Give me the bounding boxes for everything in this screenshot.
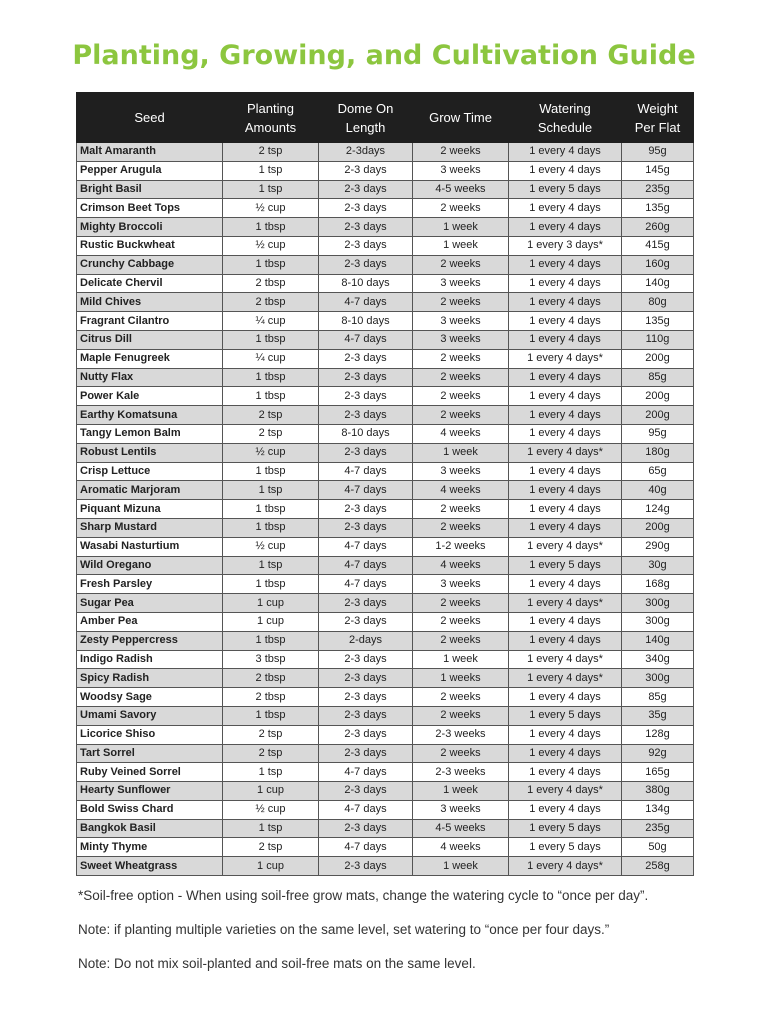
planting-amount-cell: 1 tbsp [223,368,319,387]
table-row [77,500,694,519]
grow-time-cell: 1 weeks [413,669,509,688]
weight-cell: 134g [622,800,694,819]
seed-cell: Sharp Mustard [77,518,223,537]
grow-time-cell: 2 weeks [413,255,509,274]
dome-length-cell: 4-7 days [319,763,413,782]
note-text: Note: if planting multiple varieties on the same level, set watering to “once per four days.” [78,922,610,937]
dome-length-cell: 2-3 days [319,744,413,763]
table-row [77,612,694,631]
weight-cell: 140g [622,274,694,293]
table-row [77,293,694,312]
table-row [77,349,694,368]
table-row [77,236,694,255]
seed-cell: Power Kale [77,387,223,406]
table-row [77,462,694,481]
grow-time-cell: 1 week [413,857,509,876]
planting-amount-cell: 2 tsp [223,744,319,763]
grow-time-cell: 4-5 weeks [413,819,509,838]
header-label: Watering [539,100,591,116]
dome-length-cell: 4-7 days [319,838,413,857]
table-row [77,744,694,763]
weight-cell: 235g [622,180,694,199]
seed-cell: Zesty Peppercress [77,631,223,650]
dome-length-cell: 2-3 days [319,725,413,744]
grow-time-cell: 2 weeks [413,612,509,631]
seed-cell: Fragrant Cilantro [77,312,223,331]
soil-free-footnote: *Soil-free option - When using soil-free grow mats, change the watering cycle to “once per day”. [78,888,649,903]
watering-cell: 1 every 4 days [509,575,622,594]
seed-cell: Delicate Chervil [77,274,223,293]
grow-time-cell: 4 weeks [413,424,509,443]
dome-length-cell: 2-3 days [319,819,413,838]
watering-cell: 1 every 4 days [509,406,622,425]
dome-length-cell: 2-3 days [319,387,413,406]
planting-amount-cell: 2 tsp [223,143,319,162]
planting-amount-cell: 1 cup [223,857,319,876]
weight-cell: 165g [622,763,694,782]
dome-length-cell: 4-7 days [319,462,413,481]
planting-amount-cell: 1 tsp [223,763,319,782]
page-title: Planting, Growing, and Cultivation Guide [72,40,696,71]
weight-cell: 415g [622,236,694,255]
dome-length-cell: 4-7 days [319,800,413,819]
weight-cell: 300g [622,612,694,631]
header-label: Length [345,119,386,135]
seed-cell: Tart Sorrel [77,744,223,763]
weight-cell: 140g [622,631,694,650]
dome-length-cell: 2-3 days [319,349,413,368]
planting-amount-cell: 2 tsp [223,725,319,744]
grow-time-cell: 2 weeks [413,406,509,425]
header-label: Schedule [537,119,593,135]
watering-cell: 1 every 3 days* [509,236,622,255]
weight-cell: 340g [622,650,694,669]
planting-amount-cell: ½ cup [223,537,319,556]
grow-time-cell: 2 weeks [413,631,509,650]
planting-amount-cell: 2 tbsp [223,669,319,688]
grow-time-cell: 3 weeks [413,274,509,293]
planting-amount-cell: 1 cup [223,612,319,631]
planting-amount-cell: 1 tsp [223,161,319,180]
weight-cell: 168g [622,575,694,594]
table-row [77,669,694,688]
table-row [77,406,694,425]
grow-time-cell: 2 weeks [413,143,509,162]
weight-cell: 65g [622,462,694,481]
grow-time-cell: 3 weeks [413,312,509,331]
watering-schedule-header [509,93,622,143]
dome-length-cell: 2-3 days [319,406,413,425]
weight-cell: 135g [622,312,694,331]
grow-time-cell: 3 weeks [413,161,509,180]
seed-cell: Robust Lentils [77,443,223,462]
planting-amount-cell: 1 cup [223,594,319,613]
weight-cell: 200g [622,349,694,368]
seed-cell: Citrus Dill [77,330,223,349]
planting-amount-cell: 2 tbsp [223,274,319,293]
weight-cell: 85g [622,688,694,707]
grow-time-cell: 2 weeks [413,500,509,519]
planting-amount-cell: 2 tsp [223,406,319,425]
table-row [77,218,694,237]
dome-length-cell: 8-10 days [319,274,413,293]
table-row [77,199,694,218]
table-row [77,255,694,274]
dome-length-cell: 2-3 days [319,161,413,180]
seed-cell: Fresh Parsley [77,575,223,594]
grow-time-cell: 4 weeks [413,838,509,857]
planting-amount-cell: ½ cup [223,800,319,819]
watering-cell: 1 every 4 days* [509,669,622,688]
planting-amount-cell: 1 tsp [223,481,319,500]
seed-cell: Rustic Buckwheat [77,236,223,255]
seed-cell: Pepper Arugula [77,161,223,180]
dome-on-length-header [319,93,413,143]
planting-amount-cell: ½ cup [223,199,319,218]
table-row [77,274,694,293]
table-row [77,706,694,725]
dome-length-cell: 2-3 days [319,782,413,801]
watering-cell: 1 every 4 days* [509,650,622,669]
watering-cell: 1 every 5 days [509,838,622,857]
watering-cell: 1 every 5 days [509,556,622,575]
watering-cell: 1 every 4 days [509,312,622,331]
planting-amount-cell: 1 tbsp [223,330,319,349]
dome-length-cell: 2-3 days [319,857,413,876]
table-row [77,650,694,669]
header-label: Per Flat [634,119,681,135]
table-header-row [77,93,694,143]
table-row [77,725,694,744]
header-label: Grow Time [429,110,492,125]
planting-amount-cell: 1 tsp [223,819,319,838]
weight-cell: 200g [622,406,694,425]
planting-amount-cell: 1 tbsp [223,500,319,519]
watering-cell: 1 every 4 days [509,161,622,180]
weight-cell: 180g [622,443,694,462]
planting-amount-cell: 2 tsp [223,424,319,443]
table-row [77,481,694,500]
seed-cell: Spicy Radish [77,669,223,688]
watering-cell: 1 every 4 days* [509,782,622,801]
seed-cell: Earthy Komatsuna [77,406,223,425]
weight-cell: 235g [622,819,694,838]
dome-length-cell: 2-3 days [319,443,413,462]
seed-cell: Piquant Mizuna [77,500,223,519]
grow-time-header [413,93,509,143]
grow-time-cell: 3 weeks [413,575,509,594]
planting-amount-cell: ½ cup [223,236,319,255]
table-row [77,368,694,387]
table-row [77,161,694,180]
seed-cell: Aromatic Marjoram [77,481,223,500]
table-row [77,688,694,707]
weight-cell: 200g [622,387,694,406]
grow-time-cell: 2-3 weeks [413,763,509,782]
table-row [77,387,694,406]
seed-cell: Wild Oregano [77,556,223,575]
seed-cell: Mighty Broccoli [77,218,223,237]
watering-cell: 1 every 4 days [509,631,622,650]
watering-cell: 1 every 4 days [509,612,622,631]
weight-cell: 85g [622,368,694,387]
dome-length-cell: 4-7 days [319,556,413,575]
planting-amount-cell: 1 tbsp [223,631,319,650]
grow-time-cell: 4-5 weeks [413,180,509,199]
dome-length-cell: 2-3 days [319,594,413,613]
planting-amount-cell: 1 tbsp [223,218,319,237]
seed-cell: Crunchy Cabbage [77,255,223,274]
watering-cell: 1 every 4 days* [509,857,622,876]
planting-amount-cell: 1 tbsp [223,575,319,594]
watering-cell: 1 every 5 days [509,706,622,725]
weight-cell: 30g [622,556,694,575]
table-row [77,838,694,857]
header-label: Weight [637,100,678,116]
planting-amount-cell: ½ cup [223,443,319,462]
planting-amount-cell: 2 tsp [223,838,319,857]
grow-time-cell: 2 weeks [413,706,509,725]
grow-time-cell: 4 weeks [413,481,509,500]
table-body [77,143,694,876]
grow-time-cell: 1 week [413,218,509,237]
planting-amount-cell: 1 tbsp [223,255,319,274]
weight-cell: 300g [622,594,694,613]
dome-length-cell: 2-3 days [319,706,413,725]
watering-cell: 1 every 5 days [509,180,622,199]
seed-cell: Sweet Wheatgrass [77,857,223,876]
watering-cell: 1 every 4 days [509,199,622,218]
dome-length-cell: 4-7 days [319,293,413,312]
cultivation-table [76,92,694,876]
seed-cell: Tangy Lemon Balm [77,424,223,443]
watering-cell: 1 every 4 days [509,424,622,443]
seed-cell: Woodsy Sage [77,688,223,707]
weight-cell: 290g [622,537,694,556]
table-row [77,857,694,876]
dome-length-cell: 2-3 days [319,500,413,519]
grow-time-cell: 2 weeks [413,744,509,763]
watering-cell: 1 every 4 days [509,218,622,237]
grow-time-cell: 1 week [413,782,509,801]
grow-time-cell: 2 weeks [413,368,509,387]
table-row [77,594,694,613]
note-text: Note: Do not mix soil-planted and soil-free mats on the same level. [78,956,476,971]
seed-cell: Ruby Veined Sorrel [77,763,223,782]
planting-amount-cell: 1 tbsp [223,387,319,406]
dome-length-cell: 2-3 days [319,236,413,255]
dome-length-cell: 2-3 days [319,650,413,669]
dome-length-cell: 4-7 days [319,575,413,594]
seed-cell: Minty Thyme [77,838,223,857]
grow-time-cell: 2 weeks [413,199,509,218]
table-row [77,819,694,838]
grow-time-cell: 1 week [413,236,509,255]
planting-amount-cell: 1 cup [223,782,319,801]
watering-cell: 1 every 4 days* [509,594,622,613]
watering-cell: 1 every 4 days [509,518,622,537]
footnotes [78,886,718,988]
grow-time-cell: 3 weeks [413,800,509,819]
grow-time-cell: 2-3 weeks [413,725,509,744]
grow-time-cell: 4 weeks [413,556,509,575]
planting-amount-cell: 1 tsp [223,180,319,199]
table-row [77,556,694,575]
grow-time-cell: 3 weeks [413,462,509,481]
planting-amount-cell: ¼ cup [223,349,319,368]
watering-cell: 1 every 4 days [509,330,622,349]
watering-cell: 1 every 4 days [509,744,622,763]
dome-length-cell: 4-7 days [319,330,413,349]
header-label: Seed [134,110,165,125]
weight-cell: 40g [622,481,694,500]
watering-cell: 1 every 4 days* [509,537,622,556]
table-row [77,518,694,537]
dome-length-cell: 2-3 days [319,612,413,631]
dome-length-cell: 8-10 days [319,424,413,443]
watering-cell: 1 every 4 days [509,368,622,387]
table-row [77,330,694,349]
grow-time-cell: 2 weeks [413,688,509,707]
dome-length-cell: 4-7 days [319,481,413,500]
weight-cell: 200g [622,518,694,537]
dome-length-cell: 2-3 days [319,180,413,199]
weight-cell: 160g [622,255,694,274]
seed-cell: Bold Swiss Chard [77,800,223,819]
table-row [77,312,694,331]
grow-time-cell: 2 weeks [413,387,509,406]
planting-amount-cell: 1 tsp [223,556,319,575]
weight-per-flat-header [622,93,694,143]
weight-cell: 35g [622,706,694,725]
dome-length-cell: 2-3 days [319,199,413,218]
weight-cell: 260g [622,218,694,237]
dome-length-cell: 4-7 days [319,537,413,556]
weight-cell: 380g [622,782,694,801]
grow-time-cell: 2 weeks [413,518,509,537]
watering-cell: 1 every 4 days [509,800,622,819]
header-label: Planting [247,100,294,116]
dome-length-cell: 2-3 days [319,518,413,537]
table-row [77,180,694,199]
watering-cell: 1 every 4 days [509,763,622,782]
dome-length-cell: 2-3 days [319,368,413,387]
watering-cell: 1 every 4 days* [509,349,622,368]
seed-cell: Nutty Flax [77,368,223,387]
watering-cell: 1 every 4 days [509,255,622,274]
dome-length-cell: 2-3days [319,143,413,162]
table-row [77,763,694,782]
planting-amount-cell: 1 tbsp [223,518,319,537]
watering-cell: 1 every 4 days [509,387,622,406]
weight-cell: 95g [622,143,694,162]
seed-cell: Crisp Lettuce [77,462,223,481]
seed-cell: Indigo Radish [77,650,223,669]
planting-amount-cell: 2 tbsp [223,293,319,312]
weight-cell: 92g [622,744,694,763]
weight-cell: 300g [622,669,694,688]
table-row [77,424,694,443]
seed-cell: Malt Amaranth [77,143,223,162]
seed-cell: Hearty Sunflower [77,782,223,801]
weight-cell: 258g [622,857,694,876]
header-label: Dome On [337,100,394,116]
table-row [77,143,694,162]
planting-amount-cell: 1 tbsp [223,706,319,725]
grow-time-cell: 1-2 weeks [413,537,509,556]
weight-cell: 128g [622,725,694,744]
dome-length-cell: 8-10 days [319,312,413,331]
table-row [77,537,694,556]
watering-cell: 1 every 5 days [509,819,622,838]
watering-cell: 1 every 4 days [509,481,622,500]
planting-amounts-header [223,93,319,143]
watering-cell: 1 every 4 days [509,293,622,312]
weight-cell: 110g [622,330,694,349]
weight-cell: 145g [622,161,694,180]
grow-time-cell: 2 weeks [413,349,509,368]
seed-cell: Bright Basil [77,180,223,199]
seed-cell: Bangkok Basil [77,819,223,838]
dome-length-cell: 2-3 days [319,688,413,707]
seed-cell: Maple Fenugreek [77,349,223,368]
watering-cell: 1 every 4 days [509,462,622,481]
planting-amount-cell: ¼ cup [223,312,319,331]
weight-cell: 80g [622,293,694,312]
planting-amount-cell: 3 tbsp [223,650,319,669]
watering-cell: 1 every 4 days [509,725,622,744]
seed-header [77,93,223,143]
dome-length-cell: 2-3 days [319,218,413,237]
planting-amount-cell: 1 tbsp [223,462,319,481]
dome-length-cell: 2-3 days [319,255,413,274]
grow-time-cell: 3 weeks [413,330,509,349]
watering-cell: 1 every 4 days [509,500,622,519]
weight-cell: 135g [622,199,694,218]
header-label: Amounts [244,119,297,135]
seed-cell: Crimson Beet Tops [77,199,223,218]
weight-cell: 124g [622,500,694,519]
weight-cell: 95g [622,424,694,443]
dome-length-cell: 2-3 days [319,669,413,688]
dome-length-cell: 2-days [319,631,413,650]
seed-cell: Mild Chives [77,293,223,312]
planting-amount-cell: 2 tbsp [223,688,319,707]
table-row [77,575,694,594]
watering-cell: 1 every 4 days* [509,443,622,462]
table-row [77,631,694,650]
grow-time-cell: 1 week [413,443,509,462]
seed-cell: Wasabi Nasturtium [77,537,223,556]
seed-cell: Umami Savory [77,706,223,725]
grow-time-cell: 2 weeks [413,594,509,613]
table-row [77,443,694,462]
grow-time-cell: 1 week [413,650,509,669]
watering-cell: 1 every 4 days [509,274,622,293]
seed-cell: Sugar Pea [77,594,223,613]
seed-cell: Amber Pea [77,612,223,631]
seed-cell: Licorice Shiso [77,725,223,744]
watering-cell: 1 every 4 days [509,143,622,162]
watering-cell: 1 every 4 days [509,688,622,707]
table-row [77,800,694,819]
table-row [77,782,694,801]
weight-cell: 50g [622,838,694,857]
grow-time-cell: 2 weeks [413,293,509,312]
